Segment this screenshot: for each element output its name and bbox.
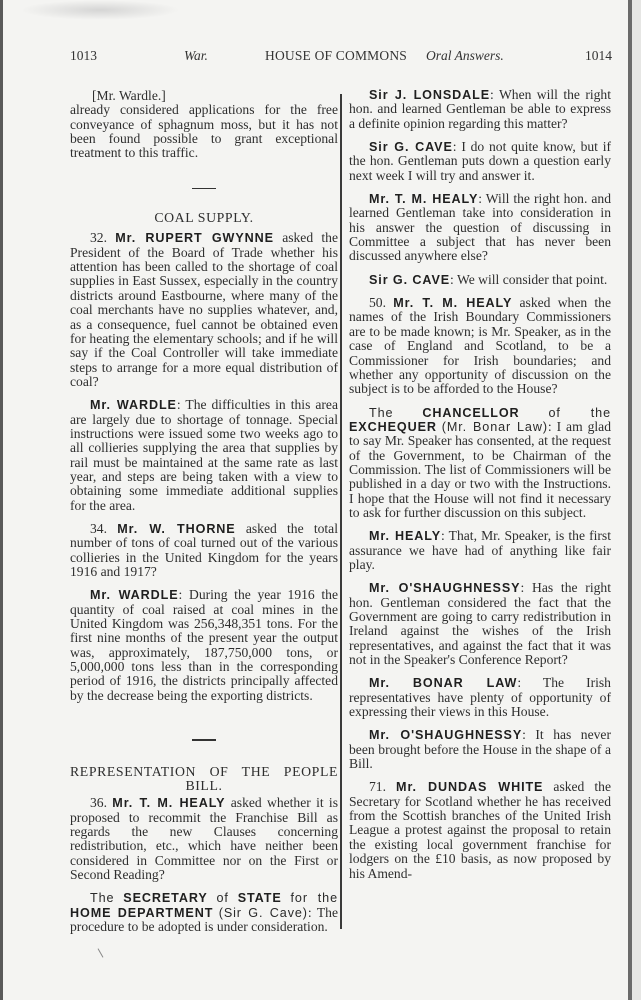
- answer-text: : The difficulties in this area are largely due to shortage of tonnage. Special instructions were issued some two weeks ago to all collieries supplying the area that supplies by rail must be maintained at the same rate as last year, and steps are being taken with a view to obtaining some immediate additional supplies for the area.: [70, 397, 338, 513]
- speaker-name: Mr. T. M. HEALY: [369, 192, 479, 207]
- speech-text: : That, Mr. Speaker, is the first assurance we have had of anything like fair play.: [349, 528, 611, 572]
- speaker-name: Mr. T. M. HEALY: [393, 296, 513, 311]
- column-divider: [340, 94, 342, 929]
- speaker-name: Sir G. CAVE: [369, 272, 451, 287]
- speaker-name: Mr. BONAR LAW: [369, 676, 518, 691]
- section-heading-coal-supply: COAL SUPPLY.: [154, 210, 254, 226]
- answer-32: [70, 398, 338, 513]
- scan-smudge: [20, 0, 180, 20]
- answer-34: [70, 588, 338, 703]
- speech-text: : Will the right hon. and learned Gentleman take into consideration in his answer the question of discussing in Committee a subject that has never been discussed anywhere else?: [349, 191, 611, 264]
- question-36: [70, 796, 338, 882]
- section-heading-representation-line2: BILL.: [185, 777, 223, 793]
- section-rule: [192, 739, 216, 740]
- exchange-entry: [349, 273, 611, 287]
- continuation-attribution: [Mr. Wardle.]: [92, 88, 166, 103]
- question-number: 50.: [369, 295, 386, 311]
- answer-50: [349, 406, 611, 521]
- question-text: asked the President of the Board of Trade whether his attention has been called to the shortage of coal supplies in East Sussex, especially in the country districts around Eastbourne, where many of the coal merchants have no supplies whatever, and, as a consequence, fuel cannot be obtained even for heating the elementary schools; and if he will say if the Coal Controller will take immediate steps to arrange for a more equal distribution of coal?: [70, 230, 338, 389]
- followup-entry: [349, 676, 611, 719]
- speaker-name: Mr. WARDLE: [90, 588, 179, 603]
- question-34: [70, 522, 338, 579]
- speaker-title-prefix: The: [369, 405, 394, 420]
- speaker-name: Mr. O'SHAUGHNESSY: [369, 728, 523, 743]
- question-text: asked whether it is proposed to recommit the Franchise Bill as regards the new Clauses concerning redistribution, etc., which have neither been considered in Committee nor on the First or Second Reading?: [70, 795, 338, 882]
- answer-text: : During the year 1916 the quantity of coal raised at coal mines in the United Kingdom was 256,348,351 tons. For the first nine months of the present year the output was, approximately, 187,750,000 tons, or 5,000,000 tons less than in the corresponding period of 1916, the districts principally affected by the decrease being the exporting districts.: [70, 587, 338, 703]
- question-text: asked the total number of tons of coal turned out of the various collieries in the United Kingdom for the years 1916 and 1917?: [70, 520, 338, 580]
- speech-text: : I do not quite know, but if the hon. Gentleman puts down a question early next week I will try and answer it.: [349, 139, 612, 183]
- followup-entry: [349, 728, 611, 771]
- speaker-name: Sir J. LONSDALE: [369, 88, 491, 102]
- speaker-name: Mr. RUPERT GWYNNE: [115, 231, 274, 246]
- continuation-paragraph: already considered applications for the free conveyance of sphagnum moss, but it has not been found possible to grant exceptional treatment to this traffic.: [70, 102, 338, 161]
- scan-margin-right: [632, 0, 641, 1000]
- exchange-entry: [349, 88, 611, 131]
- speech-text: : Has the right hon. Gentleman considered the fact that the Government are going to carry redistribution in Ireland against the wishes of the Irish representatives, and against the fact that it was not in the Speaker's Conference Report?: [349, 580, 611, 668]
- speaker-name: (Mr. Bonar Law): [441, 419, 548, 434]
- question-text: asked the Secretary for Scotland whether he has received from the Scottish branches of the United Irish League a protest against the proposal to retain the existing local government franchise for lodgers on the £10 basis, as now proposed by his Amend-: [349, 779, 611, 881]
- speaker-name: Mr. T. M. HEALY: [112, 796, 226, 811]
- left-page-number: 1013: [70, 48, 97, 63]
- question-text: asked when the names of the Irish Boundary Commissioners are to be made known; is Mr. Speaker, as in the case of England and Scotland, to be a Commissioner for Irish boundaries; and whether any opportunity of discussion on the subject is to be afforded to the House?: [349, 295, 611, 397]
- speaker-name: (Sir G. Cave): [218, 905, 308, 920]
- answer-text: : The procedure to be adopted is under consideration.: [70, 904, 338, 934]
- speaker-name: Mr. O'SHAUGHNESSY: [369, 581, 521, 596]
- speaker-title: EXCHEQUER: [349, 419, 437, 434]
- followup-entry: [349, 581, 611, 667]
- speaker-title-for: for the: [290, 891, 338, 906]
- question-number: 71.: [369, 779, 386, 795]
- speaker-title: SECRETARY: [123, 891, 208, 906]
- answer-36: [70, 891, 338, 934]
- left-topic: War.: [184, 48, 208, 63]
- right-page-number: 1014: [585, 48, 612, 63]
- question-number: 34.: [90, 520, 107, 536]
- speaker-name: Mr. HEALY: [369, 529, 442, 544]
- running-head: [70, 48, 612, 66]
- speaker-title: STATE: [237, 891, 282, 906]
- right-topic: Oral Answers.: [426, 48, 504, 63]
- question-32: [70, 231, 338, 389]
- exchange-entry: [349, 140, 611, 183]
- speaker-name: Sir G. CAVE: [369, 140, 453, 155]
- scan-page-edge-left: [0, 0, 3, 1000]
- speaker-name: Mr. WARDLE: [90, 398, 177, 413]
- section-rule: [192, 188, 216, 189]
- speaker-title: HOME DEPARTMENT: [70, 905, 214, 920]
- question-71: [349, 780, 611, 880]
- question-50: [349, 296, 611, 396]
- speaker-title-of: of: [216, 891, 229, 906]
- publication-title: HOUSE OF COMMONS: [265, 48, 407, 63]
- section-heading-representation-line1: REPRESENTATION OF THE PEOPLE: [70, 763, 338, 779]
- answer-text: : I am glad to say Mr. Speaker has consented, at the request of the Government, to be Chairman of the Commission. The list of Commissioners will be published in a day or two with the Instructions. I hope that the House will not find it necessary to ask for further discussion on this subject.: [349, 418, 611, 520]
- exchange-entry: [349, 192, 611, 264]
- followup-entry: [349, 529, 611, 572]
- speech-text: : It has never been brought before the House in the shape of a Bill.: [349, 727, 611, 772]
- speech-text: : The Irish representatives have plenty of opportunity of expressing their views in this House.: [349, 675, 611, 720]
- question-number: 32.: [90, 230, 107, 246]
- speaker-title: CHANCELLOR: [422, 405, 520, 420]
- speaker-name: Mr. W. THORNE: [117, 521, 236, 536]
- scan-stray-mark: [98, 948, 104, 957]
- speaker-title-of: of the: [548, 405, 611, 420]
- speech-text: : When will the right hon. and learned Gentleman be able to express a definite opinion regarding this matter?: [349, 87, 611, 131]
- speaker-title-prefix: The: [90, 891, 115, 906]
- speaker-name: Mr. DUNDAS WHITE: [396, 780, 544, 795]
- right-column: [349, 88, 611, 881]
- question-number: 36.: [90, 795, 107, 811]
- speech-text: : We will consider that point.: [450, 271, 608, 287]
- left-column: [70, 73, 338, 934]
